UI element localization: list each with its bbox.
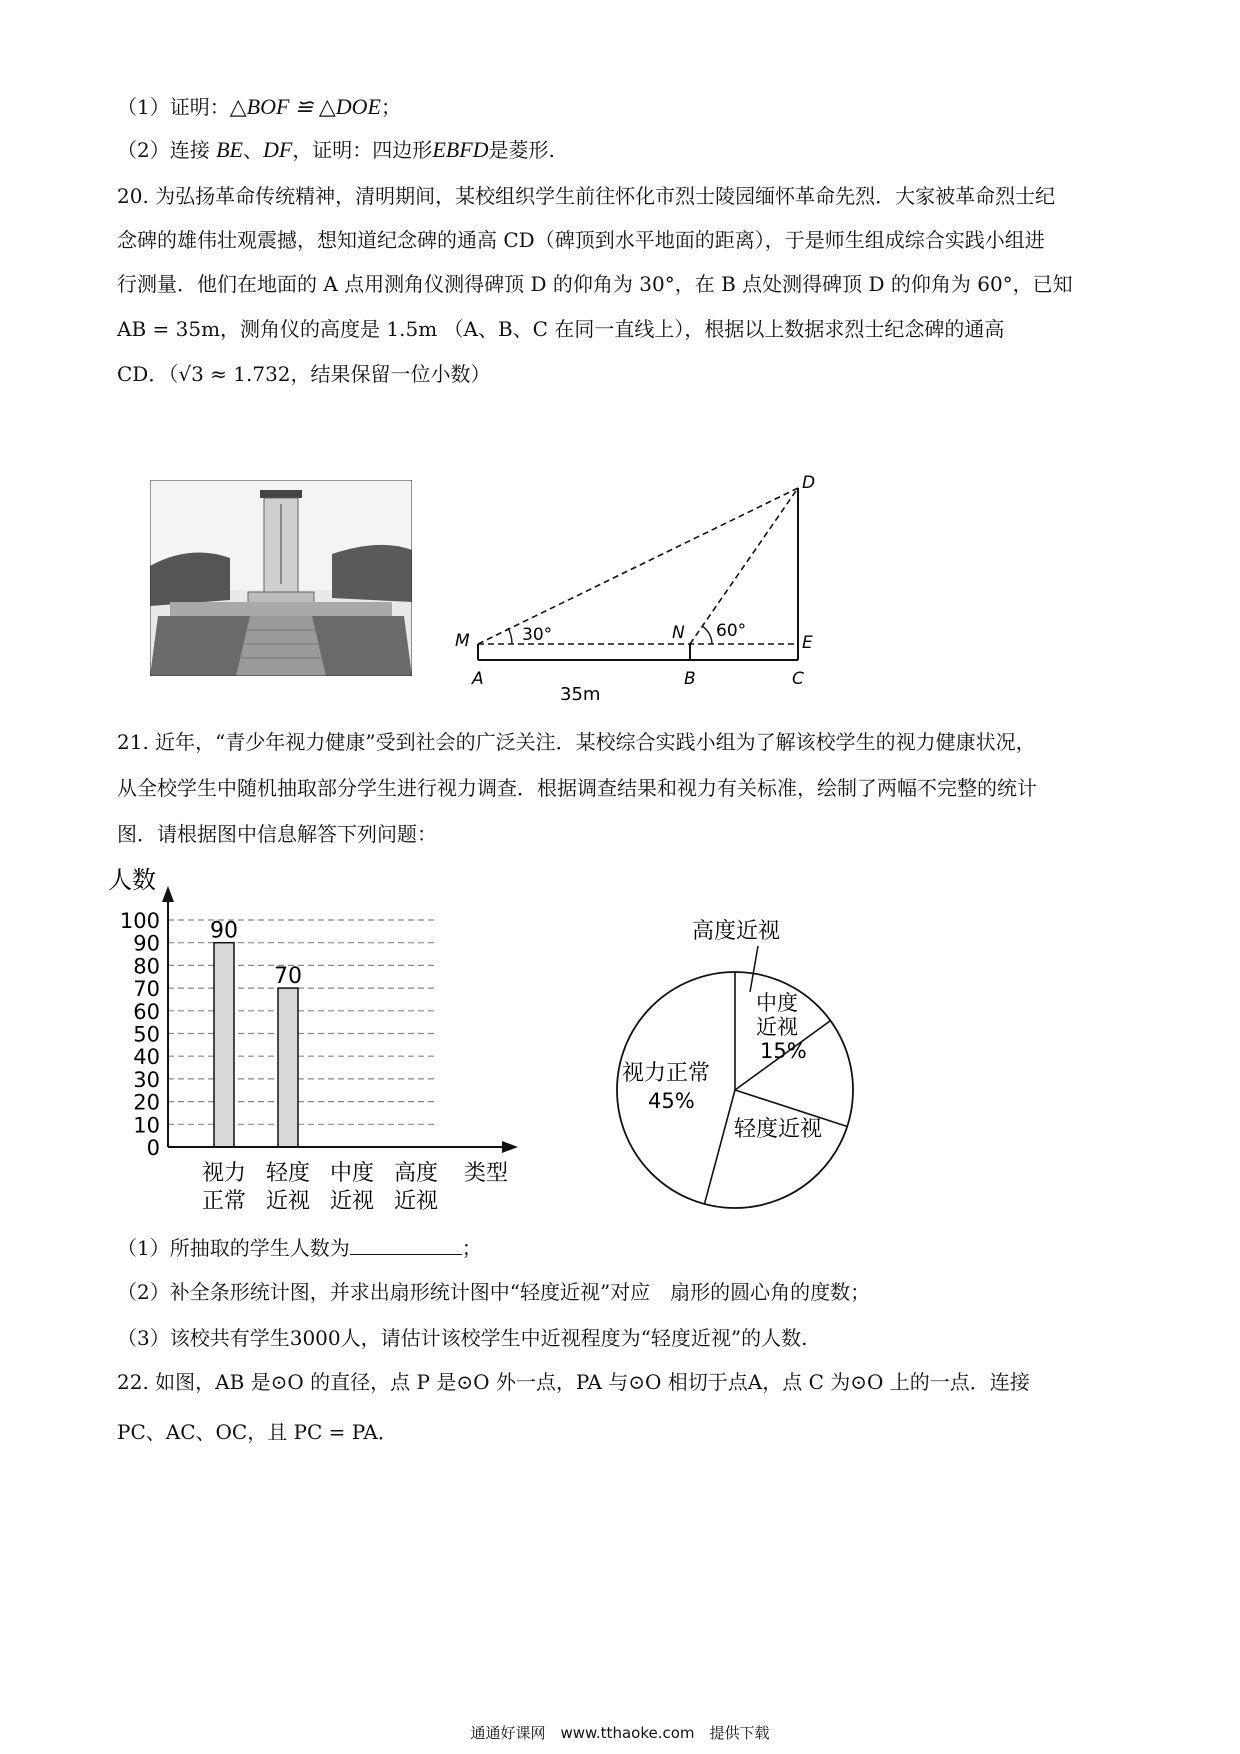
x-category-label: 近视	[393, 1189, 439, 1214]
x-category-label: 正常	[201, 1189, 247, 1214]
q22-line-1: 22. 如图，AB 是⊙O 的直径，点 P 是⊙O 外一点，PA 与⊙O 相切于点A，点 C 为⊙O 上的一点．连接	[117, 1370, 1030, 1394]
y-tick-label: 70	[133, 977, 160, 1002]
pie-label-gaodu: 高度近视	[692, 919, 781, 944]
q21-part1-text: （1）所抽取的学生人数为	[117, 1236, 350, 1260]
label-B: B	[684, 669, 696, 689]
q21-line-3: 图．请根据图中信息解答下列问题：	[117, 822, 437, 846]
q19-sep: 、	[242, 138, 263, 162]
pie-label-zhengchang-pct: 45%	[648, 1089, 695, 1113]
bar	[214, 943, 234, 1147]
q21-part1	[117, 1234, 482, 1262]
label-A: A	[472, 669, 484, 689]
q19-part1-suffix: ；	[380, 95, 401, 119]
pie-chart	[600, 900, 880, 1220]
q21-line-2: 从全校学生中随机抽取部分学生进行视力调查．根据调查结果和视力有关标准，绘制了两幅不完整的统计	[117, 776, 1037, 800]
x-category-label: 近视	[265, 1189, 311, 1214]
x-axis-arrow	[502, 1141, 518, 1153]
pie-label-zhongdu-pct: 15%	[760, 1039, 807, 1063]
q19-be: BE	[216, 137, 243, 162]
q21-line-1: 21. 近年，“青少年视力健康”受到社会的广泛关注．某校综合实践小组为了解该校学生的视力健康状况，	[117, 730, 1036, 754]
q20-line-2: 念碑的雄伟壮观震撼，想知道纪念碑的通高 CD（碑顶到水平地面的距离），于是师生组成综合实践小组进	[117, 228, 1045, 252]
bar-chart-xlabel: 类型	[464, 1161, 509, 1186]
y-tick-label: 60	[133, 999, 160, 1024]
q19-part1-math: △BOF ≌ △DOE	[229, 94, 381, 119]
label-E: E	[802, 633, 813, 653]
x-category-label: 中度	[329, 1161, 375, 1186]
q21-part2: （2）补全条形统计图，并求出扇形统计图中“轻度近视”对应 扇形的圆心角的度数；	[117, 1280, 871, 1304]
bar-data-label: 70	[274, 964, 302, 990]
angle-30-label: 30°	[522, 625, 553, 645]
y-tick-label: 90	[133, 931, 160, 956]
q21-part3: （3）该校共有学生3000人，请估计该校学生中近视程度为“轻度近视”的人数.	[117, 1326, 808, 1350]
label-M: M	[455, 631, 470, 651]
x-category-label: 轻度	[265, 1161, 311, 1186]
y-tick-label: 80	[133, 954, 160, 979]
q19-part1	[117, 93, 401, 121]
x-category-label: 视力	[201, 1161, 247, 1186]
bar-chart-ylabel: 人数	[108, 866, 156, 894]
angle-60-label: 60°	[716, 621, 747, 641]
x-category-label: 近视	[329, 1189, 375, 1214]
q20-line-5: CD．（√3 ≈ 1.732，结果保留一位小数）	[117, 362, 491, 386]
q19-df: DF	[262, 137, 293, 162]
bar-chart	[100, 858, 530, 1220]
pie-label-zhongdu-line2: 近视	[756, 1015, 798, 1039]
q19-part2-mid: ，证明：四边形	[292, 138, 433, 162]
y-tick-label: 30	[133, 1067, 160, 1092]
y-axis-arrow	[162, 886, 174, 902]
q20-line-3: 行测量．他们在地面的 A 点用测角仪测得碑顶 D 的仰角为 30°，在 B 点处测得碑顶 D 的仰角为 60°，已知	[117, 272, 1073, 296]
q20-line-4: AB = 35m，测角仪的高度是 1.5m （A、B、C 在同一直线上），根据以上数据求烈士纪念碑的通高	[117, 317, 1005, 341]
label-N: N	[672, 623, 685, 643]
q20-line-1: 20. 为弘扬革命传统精神，清明期间，某校组织学生前往怀化市烈士陵园缅怀革命先烈．大家被革命烈士纪	[117, 184, 1056, 208]
distance-label: 35m	[560, 684, 601, 702]
q19-part2-suffix: 是菱形.	[488, 138, 555, 162]
q19-ebfd: EBFD	[432, 137, 489, 162]
pie-label-qingdu: 轻度近视	[734, 1117, 823, 1142]
y-tick-label: 20	[133, 1090, 160, 1115]
pie-label-zhengchang: 视力正常	[622, 1061, 711, 1086]
q21-part1-end: ；	[461, 1236, 482, 1260]
pie-label-zhongdu-line1: 中度	[756, 991, 798, 1015]
y-tick-label: 10	[133, 1113, 160, 1138]
y-tick-label: 50	[133, 1022, 160, 1047]
monument-photo	[150, 480, 412, 676]
x-category-label: 高度	[393, 1161, 439, 1186]
q19-part1-prefix: （1）证明：	[117, 95, 230, 119]
page-footer: 通通好课网 www.tthaoke.com 提供下载	[470, 1724, 770, 1742]
elevation-figure	[450, 470, 830, 702]
answer-blank	[350, 1236, 462, 1255]
bar	[278, 988, 298, 1147]
q22-line-2: PC、AC、OC，且 PC = PA．	[117, 1420, 398, 1444]
q19-part2	[117, 136, 555, 164]
y-tick-label: 40	[133, 1045, 160, 1070]
label-D: D	[802, 473, 816, 493]
y-tick-label: 0	[146, 1136, 160, 1160]
bar-data-label: 90	[210, 918, 238, 944]
q19-part2-prefix: （2）连接	[117, 138, 210, 162]
label-C: C	[792, 669, 804, 689]
y-tick-label: 100	[119, 909, 160, 933]
